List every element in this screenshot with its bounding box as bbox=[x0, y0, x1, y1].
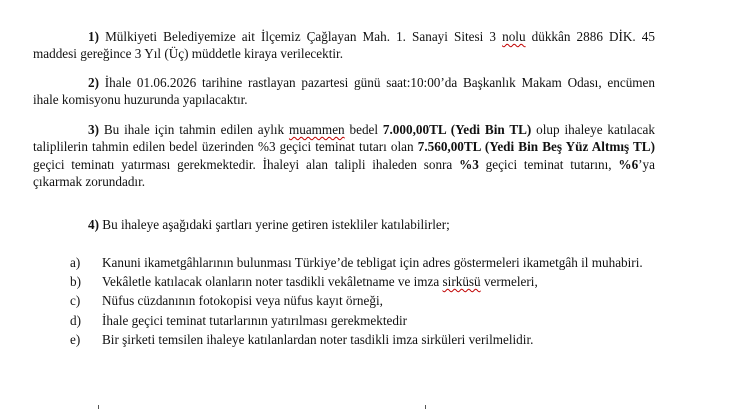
list-item: d) İhale geçici teminat tutarlarının yatırılması gerekmektedir bbox=[70, 312, 408, 328]
paragraph-4-number: 4) bbox=[88, 217, 99, 232]
paragraph-2: 2) İhale 01.06.2026 tarihine rastlayan pazartesi günü saat:10:00’da Başkanlık Makam Odası, encümen ihale komisyonu huzurunda yapılacaktır. bbox=[33, 75, 655, 108]
paragraph-3-number: 3) bbox=[88, 122, 99, 137]
page-tick-mark bbox=[425, 405, 426, 409]
paragraph-1: 1) Mülkiyeti Belediyemize ait İlçemiz Çağlayan Mah. 1. Sanayi Sitesi 3 nolu dükkân 2886 DİK. 45 maddesi gereğince 3 Yıl (Üç) müddetle kiraya verilecektir. bbox=[33, 29, 655, 62]
list-item: c) Nüfus cüzdanının fotokopisi veya nüfus kayıt örneği, bbox=[70, 293, 383, 309]
guarantee-amount: 7.560,00TL (Yedi Bin Beş Yüz Altmış TL) bbox=[417, 139, 655, 155]
spellcheck-word: muammen bbox=[288, 122, 345, 137]
paragraph-1-number: 1) bbox=[88, 29, 99, 44]
list-item: e) Bir şirketi temsilen ihaleye katılanlardan noter tasdikli imza sirküleri verilmelidir. bbox=[70, 331, 534, 347]
list-item: a) Kanuni ikametgâhlarının bulunması Türkiye’de tebligat için adres göstermeleri ikametgâh il muhabiri. bbox=[70, 255, 643, 270]
requirements-list bbox=[70, 254, 660, 350]
spellcheck-word: nolu bbox=[502, 29, 526, 44]
list-item: b) Vekâletle katılacak olanların noter tasdikli vekâletname ve imza sirküsü vermeleri, bbox=[70, 274, 538, 290]
paragraph-4: 4) Bu ihaleye aşağıdaki şartları yerine getiren istekliler katılabilirler; bbox=[88, 217, 450, 232]
spellcheck-word: sirküsü bbox=[442, 274, 481, 290]
paragraph-3: 3) Bu ihale için tahmin edilen aylık muammen bedel 7.000,00TL (Yedi Bin TL) olup ihaleye katılacak taliplilerin tahmin edilen bedel üzerinden %3 geçici teminat tutarı olan 7.560,00TL (Yedi Bin Beş Yüz Altmış TL) geçici teminatı yatırması gerekmektedir. İhaleyi alan talipli ihaleden sonra %3 geçici teminat tutarını, %6’ya çıkarmak zorundadır. bbox=[33, 122, 655, 190]
monthly-amount: 7.000,00TL (Yedi Bin TL) bbox=[382, 122, 532, 137]
paragraph-2-number: 2) bbox=[88, 75, 99, 90]
page-tick-mark bbox=[98, 405, 99, 409]
